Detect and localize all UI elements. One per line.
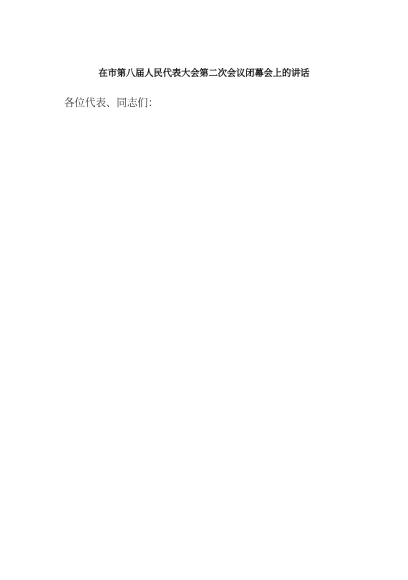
salutation: 各位代表、同志们： bbox=[64, 97, 159, 109]
document-title: 在市第八届人民代表大会第二次会议闭幕会上的讲话 bbox=[98, 68, 310, 79]
